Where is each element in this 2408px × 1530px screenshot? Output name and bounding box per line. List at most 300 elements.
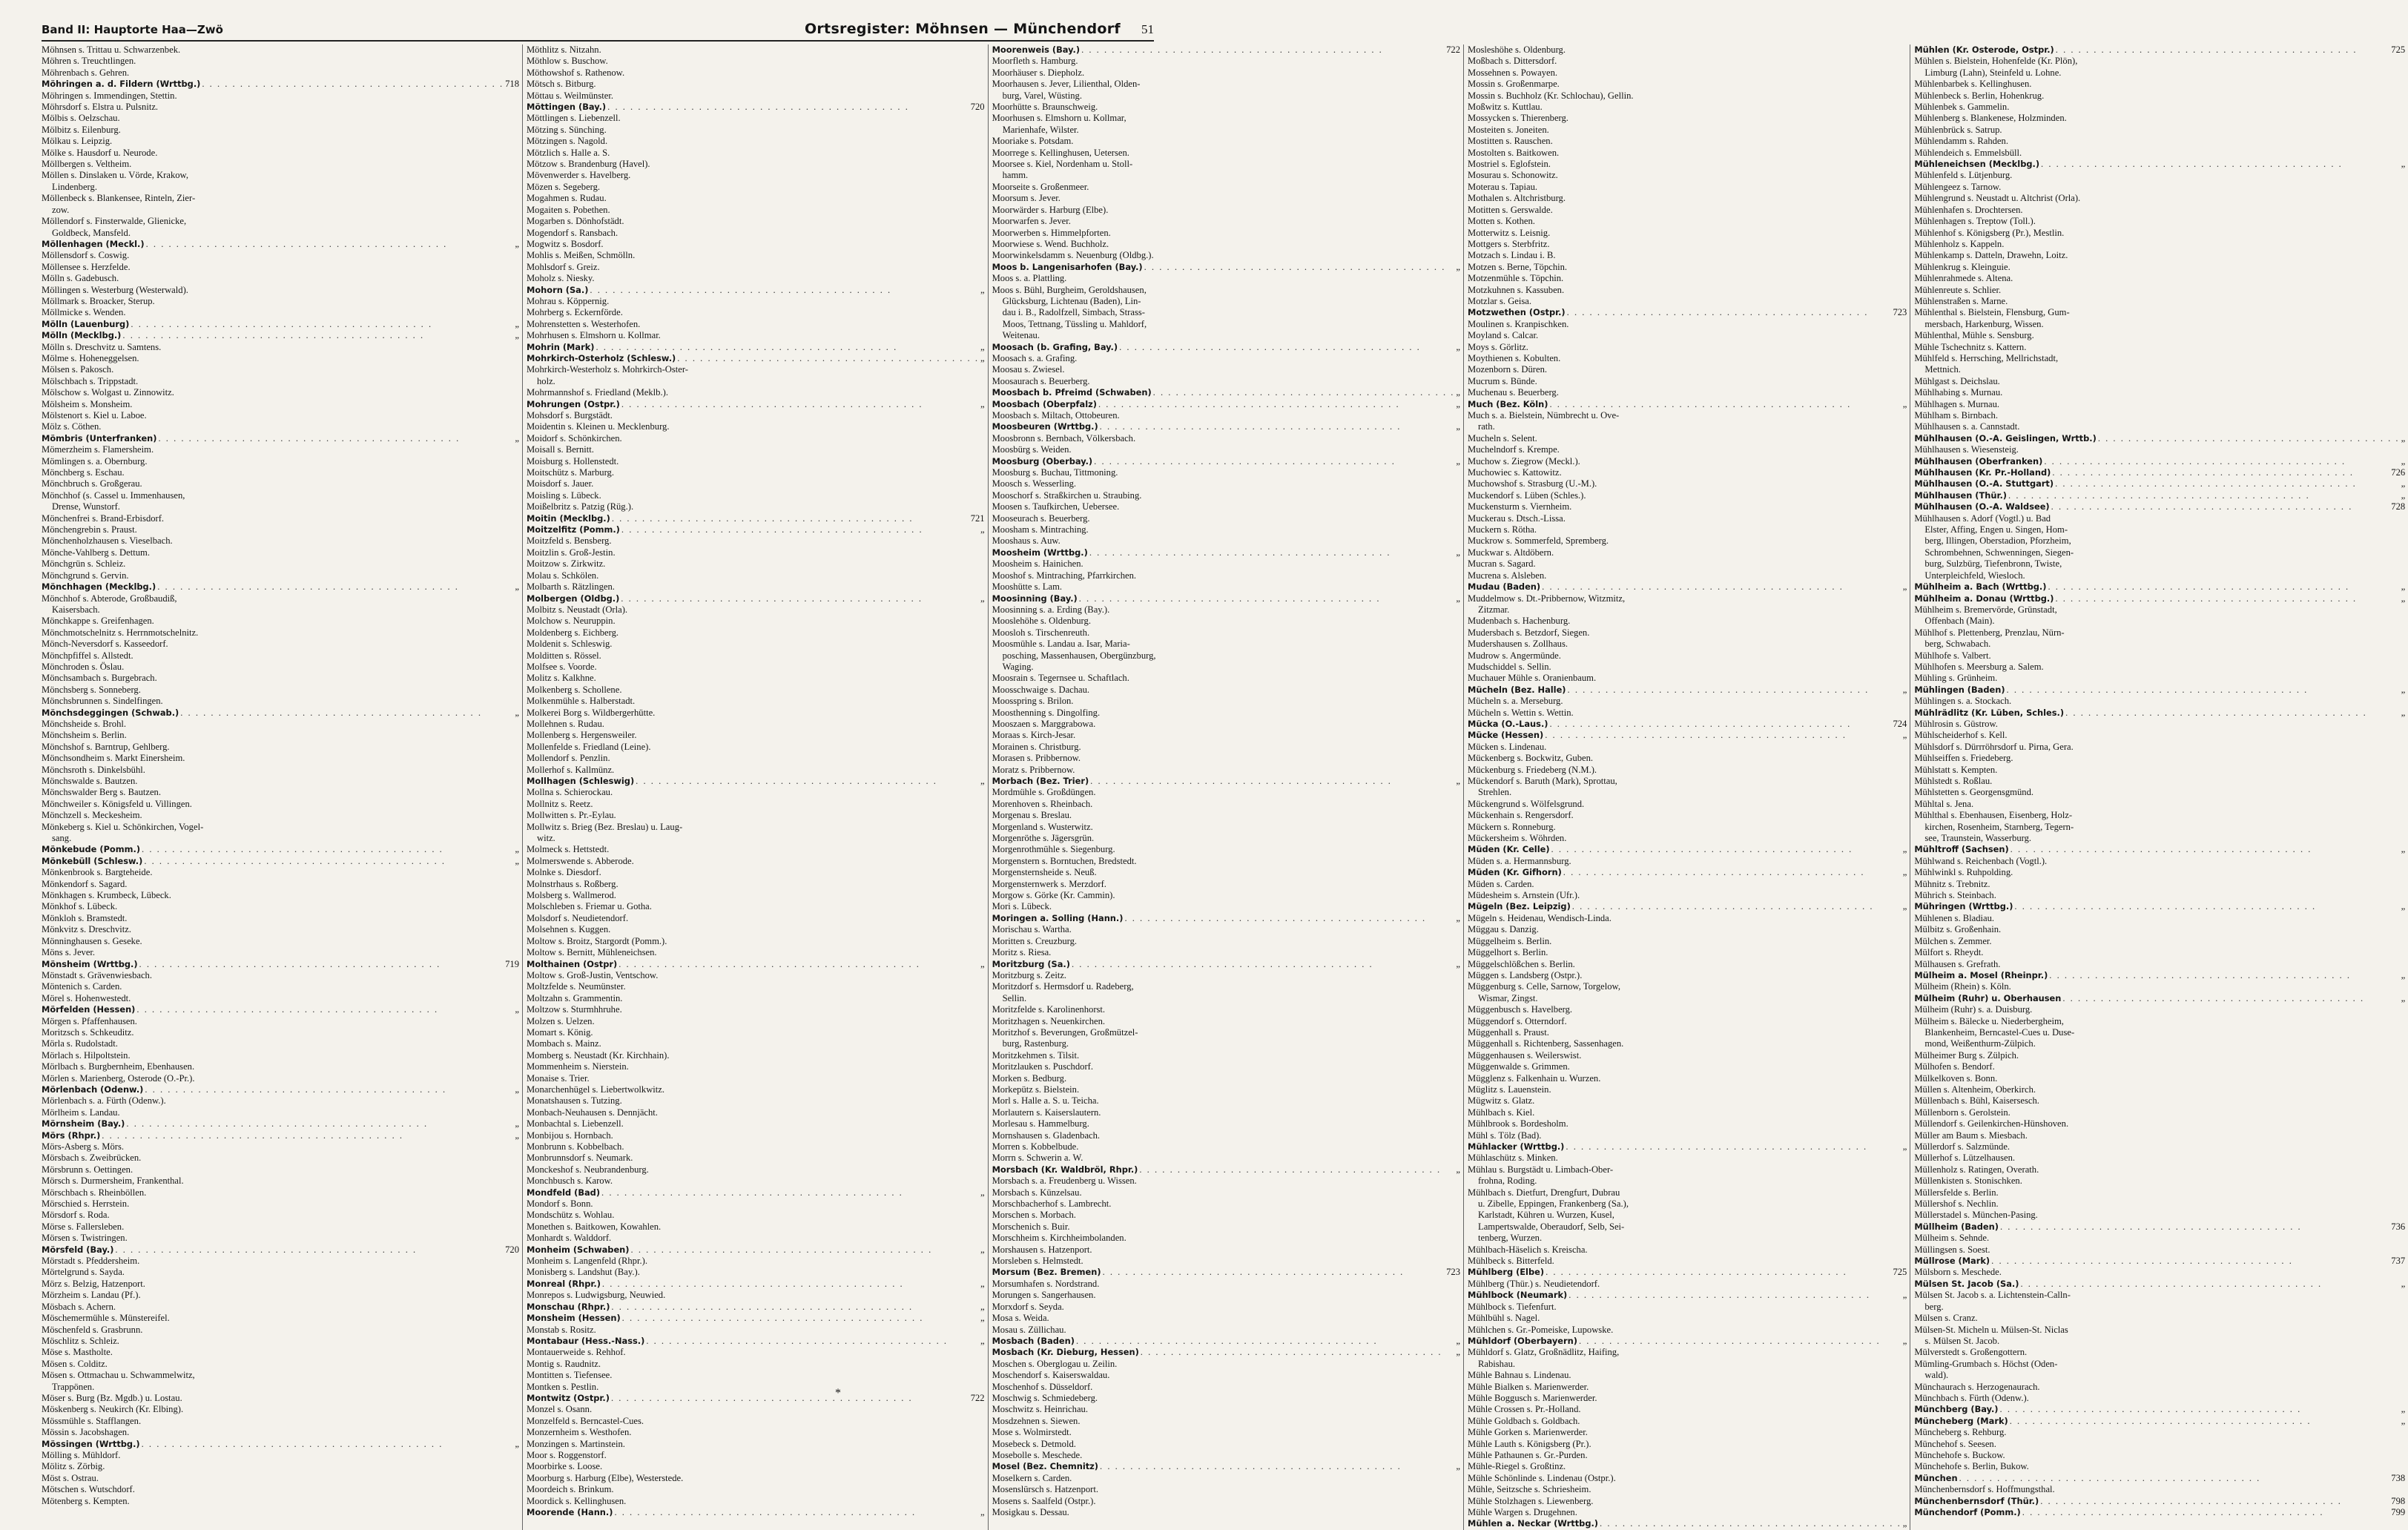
entry-text: Mühlhausen (Thür.)	[1914, 489, 2008, 501]
index-entry-main	[992, 421, 1460, 432]
index-entry	[1468, 90, 1907, 102]
entry-page-ref: „	[980, 398, 985, 409]
index-entry	[42, 570, 519, 581]
index-entry-main	[1914, 581, 2405, 593]
entry-text: Mooshaus s. Auw.	[992, 535, 1060, 547]
entry-text: Müncheberg (Mark)	[1914, 1415, 2008, 1426]
entry-text: Mörla s. Rudolstadt.	[42, 1038, 118, 1049]
entry-text: Möthlow s. Buschow.	[526, 56, 608, 67]
index-entry-main	[1914, 1507, 2405, 1518]
dot-leader	[1139, 1347, 1455, 1358]
entry-text: Mühlrädlitz (Kr. Lüben, Schles.)	[1914, 707, 2065, 718]
entry-text: berg, Schwabach.	[1924, 639, 1991, 650]
entry-text: Mühlhagen s. Murnau.	[1914, 398, 2000, 409]
entry-text: Mohlsdorf s. Greiz.	[526, 261, 600, 272]
entry-text: Mörtelgrund s. Sayda.	[42, 1267, 125, 1278]
entry-text: Mölke s. Hausdorf u. Neurode.	[42, 147, 158, 158]
index-entry	[42, 1416, 519, 1427]
entry-page-ref: „	[2401, 1278, 2406, 1289]
index-entry	[42, 765, 519, 776]
index-entry	[527, 947, 985, 958]
entry-text: Molkenmühle s. Halberstadt.	[526, 696, 636, 707]
entry-text: Moosbürg s. Weiden.	[992, 444, 1072, 455]
index-entry	[527, 456, 985, 467]
entry-page-ref: „	[1902, 581, 1907, 593]
index-entry	[42, 478, 519, 489]
index-entry	[527, 1461, 985, 1472]
entry-page-ref: „	[2401, 844, 2406, 855]
index-entry-continuation	[42, 501, 519, 512]
index-entry	[992, 433, 1460, 444]
index-entry	[992, 1107, 1460, 1118]
entry-text: Limburg (Lahn), Steinfeld u. Lohne.	[1924, 67, 2062, 78]
index-entry-main	[992, 44, 1460, 56]
index-entry	[1468, 353, 1907, 364]
entry-text: Monbach-Neuhausen s. Dennjächt.	[526, 1107, 658, 1118]
index-entry	[992, 799, 1460, 810]
index-entry	[992, 570, 1460, 581]
entry-text: Monschau (Rhpr.)	[526, 1301, 610, 1312]
entry-page-ref: „	[1456, 261, 1460, 272]
entry-text: Mövenwerder s. Havelberg.	[526, 170, 631, 181]
index-entry	[1468, 1416, 1907, 1427]
entry-text: Mossin s. Großenmarpe.	[1468, 79, 1560, 90]
entry-text: Moos, Tettnang, Tüssling u. Mahldorf,	[1002, 318, 1147, 329]
index-entry-continuation	[1468, 1210, 1907, 1221]
index-entry	[42, 90, 519, 102]
index-entry	[992, 1427, 1460, 1438]
entry-page-ref: „	[980, 524, 985, 535]
index-entry	[1468, 44, 1907, 56]
entry-text: Möns s. Jever.	[42, 947, 96, 958]
index-entry-continuation	[42, 182, 519, 193]
index-entry	[1468, 1507, 1907, 1518]
entry-text: Mühlendamm s. Rahden.	[1914, 136, 2008, 147]
entry-text: Molschleben s. Friemar u. Gotha.	[526, 901, 652, 912]
index-entry	[1468, 501, 1907, 512]
entry-text: Mostitten s. Rauschen.	[1468, 136, 1553, 147]
entry-page-ref: „	[515, 1438, 519, 1449]
index-entry	[42, 1336, 519, 1347]
index-entry	[42, 148, 519, 159]
entry-text: Mühlstedt s. Roßlau.	[1914, 776, 1993, 786]
entry-text: Mühle Gorken s. Marienwerder.	[1468, 1427, 1588, 1438]
entry-page-ref: „	[2401, 707, 2406, 718]
entry-text: Mönchsberg s. Sonneberg.	[42, 684, 141, 695]
index-entry-main	[1468, 685, 1907, 696]
index-entry	[527, 1198, 985, 1210]
entry-text: Mönchweiler s. Königsfeld u. Villingen.	[42, 798, 192, 809]
entry-page-ref: „	[515, 1084, 519, 1095]
index-entry	[1468, 1279, 1907, 1290]
entry-text: Möttau s. Weilmünster.	[526, 90, 613, 101]
entry-text: Mörlbach s. Burgbernheim, Ebenhausen.	[42, 1061, 195, 1072]
entry-text: Mülsen St. Jacob s. a. Lichtenstein-Calln-	[1914, 1290, 2071, 1301]
index-entry	[527, 787, 985, 798]
index-entry-continuation	[1468, 787, 1907, 798]
index-entry	[1914, 228, 2405, 239]
index-entry	[1468, 159, 1907, 170]
index-entry-main	[992, 399, 1460, 410]
index-entry-main	[992, 1267, 1460, 1278]
entry-text: Trappönen.	[52, 1381, 95, 1392]
entry-text: Muchenau s. Beuerberg.	[1468, 387, 1559, 398]
index-entry-continuation	[992, 319, 1460, 330]
index-entry	[992, 113, 1460, 124]
index-entry	[992, 742, 1460, 753]
index-entry	[527, 1175, 985, 1187]
dot-leader	[1548, 719, 1891, 730]
index-entry	[1914, 719, 2405, 730]
index-entry	[1468, 330, 1907, 341]
index-entry	[1468, 1073, 1907, 1084]
entry-text: Muchowiec s. Kattowitz.	[1468, 467, 1562, 478]
entry-text: Moschendorf s. Kaiserswaldau.	[992, 1370, 1110, 1381]
entry-text: Mohlis s. Meißen, Schmölln.	[526, 250, 636, 261]
dot-leader	[610, 1393, 969, 1404]
entry-text: Monheim (Schwaben)	[526, 1244, 630, 1255]
entry-page-ref: „	[2401, 1415, 2406, 1426]
index-entry	[1468, 1004, 1907, 1015]
entry-text: Mühlengrund s. Neustadt u. Altchrist (Orla).	[1914, 193, 2081, 204]
index-entry	[992, 833, 1460, 844]
entry-text: Mühl s. Tölz (Bad).	[1468, 1130, 1542, 1141]
entry-page-ref: „	[2401, 489, 2406, 501]
entry-text: Mühnitz s. Trebnitz.	[1914, 878, 1990, 889]
index-entry	[42, 753, 519, 764]
index-entry	[527, 616, 985, 627]
entry-text: Mosleshöhe s. Oldenburg.	[1468, 44, 1566, 55]
index-entry	[527, 1416, 985, 1427]
entry-text: Mühlenthal s. Bielstein, Flensburg, Gum-	[1914, 307, 2070, 318]
index-entry	[527, 262, 985, 273]
entry-text: Möttlingen s. Liebenzell.	[526, 113, 621, 124]
entry-text: Mössingen (Wrttbg.)	[42, 1438, 140, 1449]
index-entry	[1914, 1461, 2405, 1472]
index-entry	[1468, 1473, 1907, 1484]
entry-text: Monbachtal s. Liebenzell.	[526, 1118, 624, 1130]
index-column-3	[988, 44, 1463, 1530]
entry-text: Mostriel s. Eglofstein.	[1468, 159, 1551, 170]
index-entry	[42, 1198, 519, 1210]
entry-page-ref: „	[1456, 341, 1460, 352]
entry-text: Mörlenbach (Odenw.)	[42, 1084, 144, 1095]
entry-text: burg, Rastenburg.	[1002, 1038, 1069, 1049]
index-entry	[527, 765, 985, 776]
entry-text: Mühlberg (Elbe)	[1468, 1267, 1545, 1278]
index-entry-main	[42, 1084, 519, 1095]
index-entry	[1468, 1107, 1907, 1118]
entry-text: Mönchengrebin s. Praust.	[42, 524, 137, 535]
index-entry	[42, 696, 519, 707]
entry-text: Möllenbeck s. Blankensee, Rinteln, Zier-	[42, 193, 196, 204]
index-entry	[42, 1347, 519, 1358]
index-entry	[42, 285, 519, 296]
index-entry	[527, 867, 985, 878]
index-entry	[527, 1325, 985, 1336]
entry-text: Mönchsheim s. Berlin.	[42, 730, 127, 741]
entry-text: Mönchswalde s. Bautzen.	[42, 776, 138, 786]
entry-text: Monatshausen s. Tutzing.	[526, 1095, 622, 1107]
index-entry	[527, 478, 985, 489]
entry-page-ref: 724	[1893, 718, 1907, 729]
index-entry	[1468, 742, 1907, 753]
entry-text: Möhren s. Treuchtlingen.	[42, 56, 136, 67]
entry-text: see, Traunstein, Wasserburg.	[1924, 833, 2032, 844]
entry-text: Müllrose (Mark)	[1914, 1256, 1990, 1267]
entry-text: Moorwarfen s. Jever.	[992, 216, 1071, 227]
index-entry-continuation	[1914, 639, 2405, 650]
entry-text: Moitzfeld s. Bensberg.	[526, 535, 612, 547]
entry-text: Mühlau s. Burgstädt u. Limbach-Ober-	[1468, 1164, 1614, 1175]
index-entry	[42, 1325, 519, 1336]
index-entry	[992, 410, 1460, 421]
index-entry	[1468, 228, 1907, 239]
dot-leader	[156, 433, 513, 444]
index-entry-main	[527, 1507, 985, 1518]
index-entry	[42, 627, 519, 639]
entry-page-ref: 725	[2391, 44, 2406, 55]
entry-text: Moorenweis (Bay.)	[992, 44, 1081, 55]
index-entry	[992, 844, 1460, 855]
entry-text: Mühlsdorf s. Dürrröhrsdorf u. Pirna, Gera.	[1914, 741, 2074, 752]
entry-text: kirchen, Rosenheim, Starnberg, Tegern-	[1924, 821, 2074, 832]
dot-leader	[594, 342, 979, 353]
entry-text: Mollehnen s. Rudau.	[526, 718, 604, 729]
index-entry	[1468, 410, 1907, 421]
entry-page-ref: „	[1902, 1290, 1907, 1301]
index-entry	[1468, 170, 1907, 181]
entry-page-ref: „	[1456, 1347, 1460, 1358]
entry-text: Mölsen s. Pakosch.	[42, 364, 114, 375]
index-entry	[992, 1027, 1460, 1038]
entry-text: Morschbacherhof s. Lambrecht.	[992, 1198, 1112, 1210]
entry-page-ref: 725	[1893, 1267, 1907, 1278]
index-entry	[992, 228, 1460, 239]
index-entry	[1468, 650, 1907, 662]
index-entry	[42, 1359, 519, 1370]
entry-text: Mosdzehnen s. Siewen.	[992, 1415, 1081, 1426]
index-entry	[527, 662, 985, 673]
index-entry-continuation	[992, 170, 1460, 181]
entry-text: Monheim s. Langenfeld (Rhpr.).	[526, 1256, 647, 1267]
index-entry	[992, 936, 1460, 947]
entry-text: Mückenburg s. Friedeberg (N.M.).	[1468, 764, 1597, 775]
entry-page-ref: „	[1456, 387, 1460, 398]
entry-text: Möschenfeld s. Grasbrunn.	[42, 1324, 143, 1335]
index-entry	[1914, 696, 2405, 707]
entry-text: Moosbach (Oberpfalz)	[992, 398, 1097, 409]
index-entry	[1468, 890, 1907, 901]
entry-text: Moselkern s. Carden.	[992, 1472, 1072, 1483]
index-entry	[527, 844, 985, 855]
index-entry	[1468, 822, 1907, 833]
entry-text: Moitschütz s. Marburg.	[526, 467, 614, 478]
index-entry	[1914, 1073, 2405, 1084]
index-entry	[1468, 1347, 1907, 1358]
entry-text: Mötschen s. Wutschdorf.	[42, 1484, 135, 1495]
entry-text: s. Mülsen St. Jacob.	[1924, 1335, 2000, 1346]
index-column-5	[1910, 44, 2408, 1530]
index-entry	[527, 1153, 985, 1164]
entry-page-ref: 722	[970, 1392, 985, 1403]
entry-text: Mogwitz s. Bosdorf.	[526, 238, 604, 249]
index-entry	[1468, 627, 1907, 639]
entry-text: Mözen s. Segeberg.	[526, 181, 601, 192]
entry-text: Molbitz s. Neustadt (Orla).	[526, 604, 628, 615]
index-entry	[527, 1267, 985, 1278]
entry-text: Zitzmar.	[1478, 604, 1510, 615]
index-entry	[1468, 136, 1907, 147]
entry-text: Molnstrhaus s. Roßberg.	[526, 878, 619, 889]
entry-text: Monreal (Rhpr.)	[526, 1278, 601, 1289]
index-entry	[1468, 79, 1907, 90]
entry-text: Mörse s. Fallersleben.	[42, 1221, 125, 1232]
entry-text: Mohrberg s. Eckernförde.	[526, 307, 623, 318]
index-entry	[1468, 262, 1907, 273]
index-entry-main	[1468, 844, 1907, 855]
dot-leader	[588, 285, 979, 296]
index-entry-main	[1468, 307, 1907, 318]
entry-text: Moosham s. Mintraching.	[992, 524, 1089, 535]
index-entry	[527, 673, 985, 684]
index-entry	[42, 159, 519, 170]
entry-text: Mölln s. Dreschvitz u. Samtens.	[42, 341, 162, 352]
index-entry	[1914, 387, 2405, 398]
dot-leader	[617, 959, 979, 970]
index-entry-main	[1914, 1404, 2405, 1415]
entry-text: Moringen a. Solling (Hann.)	[992, 912, 1124, 923]
index-entry	[1468, 1187, 1907, 1198]
index-entry	[1914, 810, 2405, 821]
dot-leader	[1543, 730, 1901, 741]
entry-text: Mönkvitz s. Dreschvitz.	[42, 924, 132, 935]
index-entry	[42, 399, 519, 410]
index-entry	[527, 981, 985, 992]
entry-text: Moorsum s. Jever.	[992, 193, 1060, 204]
entry-text: Monisberg s. Landshut (Bay.).	[526, 1267, 640, 1278]
entry-text: Mühlhausen (Kr. Pr.-Holland)	[1914, 467, 2051, 478]
index-entry	[1468, 1313, 1907, 1324]
index-entry	[42, 810, 519, 821]
entry-text: Mühlwand s. Reichenbach (Vogtl.).	[1914, 855, 2048, 866]
index-entry	[1468, 296, 1907, 307]
entry-text: Müggelheim s. Berlin.	[1468, 935, 1552, 946]
index-entry-main	[42, 1244, 519, 1256]
entry-page-ref: „	[980, 1301, 985, 1312]
entry-text: Moosch s. Wesserling.	[992, 478, 1077, 489]
index-entry	[527, 364, 985, 375]
index-entry	[1468, 936, 1907, 947]
entry-text: Mose s. Wolmirstedt.	[992, 1427, 1072, 1438]
entry-text: Möhrsdorf s. Elstra u. Pulsnitz.	[42, 102, 159, 113]
entry-text: Mösen s. Colditz.	[42, 1358, 108, 1369]
entry-text: Mülverstedt s. Großengottern.	[1914, 1347, 2028, 1358]
entry-text: Morainen s. Christburg.	[992, 741, 1081, 752]
index-entry	[992, 1313, 1460, 1324]
index-entry	[1914, 1484, 2405, 1495]
index-entry-continuation	[1468, 1175, 1907, 1187]
entry-page-ref: „	[515, 432, 519, 443]
entry-text: Mohsdorf s. Burgstädt.	[526, 410, 613, 421]
entry-page-ref: „	[515, 1004, 519, 1015]
index-entry	[527, 1473, 985, 1484]
entry-text: Müllenholz s. Ratingen, Overath.	[1914, 1164, 2039, 1175]
entry-text: Mollerhof s. Kallmünz.	[526, 764, 615, 775]
dot-leader	[1598, 1518, 1901, 1529]
dot-leader	[1101, 1267, 1445, 1278]
entry-text: Mosurau s. Schonowitz.	[1468, 170, 1558, 181]
index-entry	[992, 535, 1460, 547]
index-entry-main	[527, 353, 985, 364]
entry-page-ref: „	[980, 1244, 985, 1255]
index-entry	[992, 1244, 1460, 1256]
dot-leader	[644, 1336, 979, 1347]
entry-text: Molsdorf s. Neudietendorf.	[526, 912, 629, 923]
index-entry-main	[527, 285, 985, 296]
entry-text: Mühle Boggusch s. Marienwerder.	[1468, 1392, 1597, 1403]
dot-leader	[1088, 547, 1455, 558]
entry-text: Moosspring s. Brilon.	[992, 696, 1074, 707]
index-entry	[1468, 524, 1907, 535]
entry-text: Mühlhausen (Oberfranken)	[1914, 455, 2043, 466]
entry-text: Moisall s. Bernitt.	[526, 444, 594, 455]
entry-text: Mühldorf (Oberbayern)	[1468, 1335, 1577, 1346]
index-entry	[42, 136, 519, 147]
entry-text: Mückengrund s. Wölfelsgrund.	[1468, 798, 1585, 809]
entry-text: Glücksburg, Lichtenau (Baden), Lin-	[1002, 295, 1141, 306]
entry-page-ref: 719	[505, 958, 519, 969]
entry-text: Moritzburg s. Zeitz.	[992, 969, 1067, 980]
dot-leader	[1138, 1164, 1454, 1175]
entry-text: Mücke (Hessen)	[1468, 730, 1544, 741]
dot-leader	[2007, 490, 2400, 501]
index-entry	[1468, 593, 1907, 604]
index-entry-main	[992, 1164, 1460, 1175]
entry-text: Mühlenholz s. Kappeln.	[1914, 238, 2005, 249]
entry-text: Molbarth s. Rätzlingen.	[526, 581, 615, 593]
index-entry	[42, 524, 519, 535]
index-entry	[992, 1004, 1460, 1015]
entry-text: Mühlenbarbek s. Kellinghusen.	[1914, 79, 2032, 90]
entry-text: Molmerswende s. Abberode.	[526, 855, 634, 866]
index-entry	[1914, 730, 2405, 741]
index-entry	[42, 890, 519, 901]
entry-text: Mönkendorf s. Sagard.	[42, 878, 128, 889]
entry-text: Morsleben s. Helmstedt.	[992, 1256, 1083, 1267]
index-entry	[527, 148, 985, 159]
entry-text: Mühltroff (Sachsen)	[1914, 844, 2009, 855]
entry-text: Moritzburg (Sa.)	[992, 958, 1070, 969]
entry-text: Moosinning (Bay.)	[992, 593, 1078, 604]
index-entry	[992, 250, 1460, 261]
dot-leader	[2048, 970, 2399, 981]
index-entry	[527, 136, 985, 147]
entry-text: Mücheln s. Wettin s. Wettin.	[1468, 707, 1574, 718]
entry-text: Mörzheim s. Landau (Pf.).	[42, 1290, 141, 1301]
entry-page-ref: „	[980, 1507, 985, 1517]
entry-text: Montauerweide s. Rehhof.	[526, 1347, 626, 1358]
entry-text: Molchow s. Neuruppin.	[526, 616, 616, 627]
index-entry	[1914, 1095, 2405, 1107]
entry-text: Mühlberg (Thür.) s. Neudietendorf.	[1468, 1278, 1600, 1289]
index-entry	[42, 56, 519, 67]
entry-page-ref: 720	[970, 102, 985, 113]
index-entry	[992, 616, 1460, 627]
entry-text: Mülchen s. Zemmer.	[1914, 935, 1992, 946]
index-entry	[1468, 1325, 1907, 1336]
index-entry	[1468, 535, 1907, 547]
